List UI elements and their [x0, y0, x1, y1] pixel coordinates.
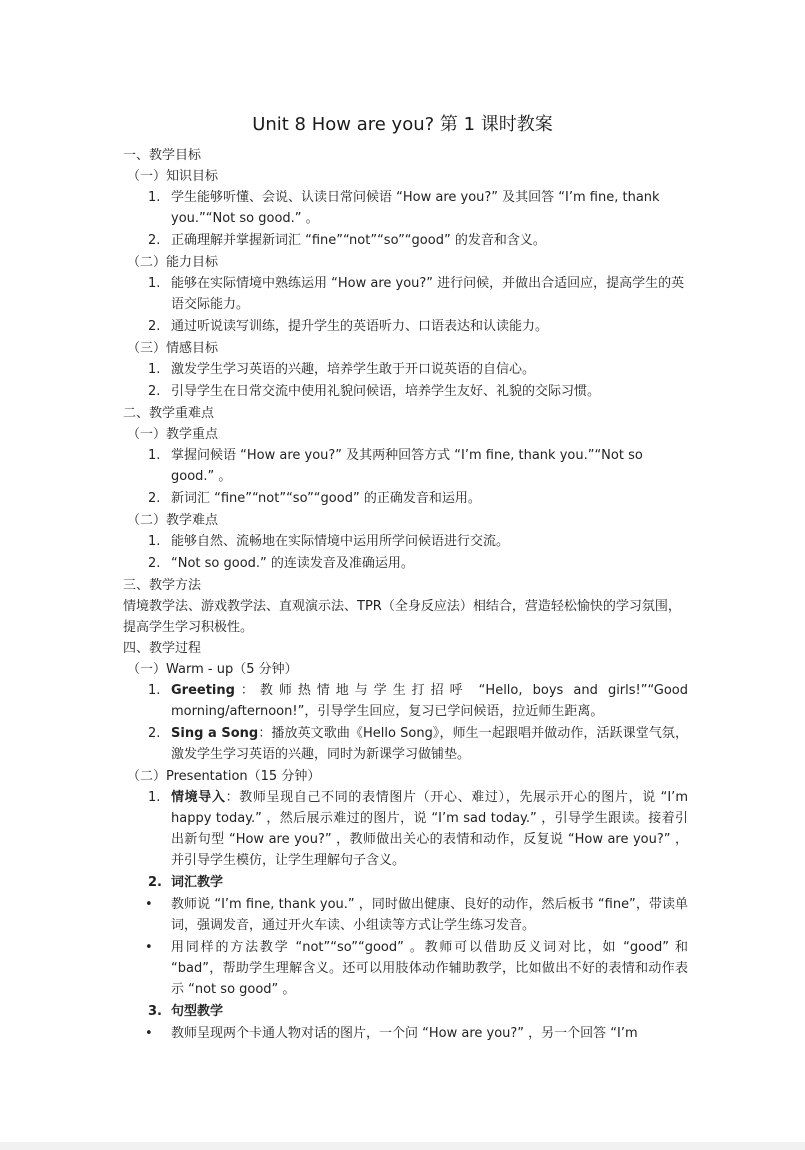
section-heading: 一、教学目标	[123, 148, 202, 163]
list-item-text: ：教师呈现自己不同的表情图片（开心、难过），先展示开心的图片，说 “I’m happy today.” ，然后展示难过的图片，说 “I’m sad today.” ，引导学生跟读。接着引出新句型 “How are you?” ，教师做出关心的表情和动作，反复说 “How are you?” ，并引导学生模仿，让学生理解句子含义。	[171, 790, 688, 868]
bullet-item	[123, 937, 688, 1000]
bullet-icon: •	[145, 940, 153, 955]
list-number: 2.	[148, 491, 161, 506]
list-item-text: 通过听说读写训练，提升学生的英语听力、口语表达和认读能力。	[171, 319, 549, 334]
list-number: 2.	[148, 233, 161, 248]
list-item	[123, 445, 688, 487]
list-item-text: 能够自然、流畅地在实际情境中运用所学问候语进行交流。	[171, 534, 510, 549]
bullet-item	[123, 894, 688, 936]
list-number: 2.	[148, 384, 161, 399]
list-item	[123, 316, 688, 337]
subsection-heading: （二）能力目标	[127, 255, 219, 270]
list-number: 1.	[148, 276, 161, 291]
list-number: 1.	[148, 790, 161, 805]
list-number: 2.	[148, 726, 161, 741]
list-item	[123, 680, 688, 722]
document-title: Unit 8 How are you? 第 1 课时教案	[252, 114, 553, 135]
section-heading: 四、教学过程	[123, 641, 202, 656]
subsection-heading: （一）知识目标	[127, 169, 219, 184]
list-item-label: 情境导入	[171, 790, 226, 805]
list-item-text: ：播放英文歌曲《Hello Song》，师生一起跟唱并做动作，活跃课堂气氛，激发学生学习英语的兴趣，同时为新课学习做铺垫。	[171, 726, 689, 762]
list-item	[123, 230, 688, 251]
list-number: 1.	[148, 448, 161, 463]
list-number: 3.	[148, 1004, 162, 1019]
list-item-label: 句型教学	[171, 1004, 224, 1019]
list-item	[123, 723, 688, 765]
list-item	[123, 359, 688, 380]
list-number: 1.	[148, 190, 161, 205]
list-number: 1.	[148, 534, 161, 549]
list-number: 2.	[148, 556, 161, 571]
list-item	[123, 381, 688, 402]
paragraph: 情境教学法、游戏教学法、直观演示法、TPR（全身反应法）相结合，营造轻松愉快的学习氛围，提高学生学习积极性。	[123, 599, 681, 635]
list-number: 1.	[148, 362, 161, 377]
list-item-label: 词汇教学	[171, 875, 224, 890]
list-item	[123, 1001, 688, 1022]
list-item	[123, 273, 688, 315]
list-item	[123, 787, 688, 871]
subsection-heading: （二）教学难点	[127, 513, 219, 528]
list-item-text: 掌握问候语 “How are you?” 及其两种回答方式 “I’m fine, thank you.”“Not so good.” 。	[171, 448, 643, 484]
bullet-text: 用同样的方法教学 “not”“so”“good” 。教师可以借助反义词对比，如 “good” 和 “bad”，帮助学生理解含义。还可以用肢体动作辅助教学，比如做出不好的表情和动作表示 “not so good” 。	[171, 940, 688, 997]
list-item-text: ：教师热情地与学生打招呼 “Hello, boys and girls!”“Good morning/afternoon!”，引导学生回应，复习已学问候语，拉近师生距离。	[171, 683, 688, 719]
section-heading: 二、教学重难点	[123, 406, 215, 421]
list-item	[123, 872, 688, 893]
list-item-label: Sing a Song	[171, 726, 259, 741]
list-item	[123, 531, 688, 552]
bullet-icon: •	[145, 1026, 153, 1041]
list-item-text: 激发学生学习英语的兴趣，培养学生敢于开口说英语的自信心。	[171, 362, 536, 377]
subsection-heading: （二）Presentation（15 分钟）	[127, 769, 321, 784]
list-item-label: Greeting	[171, 683, 235, 698]
list-number: 1.	[148, 683, 161, 698]
subsection-heading: （一）教学重点	[127, 427, 219, 442]
bullet-text: 教师说 “I’m fine, thank you.” ，同时做出健康、良好的动作，然后板书 “fine”，带读单词，强调发音，通过开火车读、小组读等方式让学生练习发音。	[171, 897, 688, 933]
bullet-text: 教师呈现两个卡通人物对话的图片，一个问 “How are you?” ，另一个回答 “I’m	[171, 1026, 638, 1041]
list-item-text: 引导学生在日常交流中使用礼貌问候语，培养学生友好、礼貌的交际习惯。	[171, 384, 601, 399]
list-item-text: 新词汇 “fine”“not”“so”“good” 的正确发音和运用。	[171, 491, 481, 506]
list-item-text: “Not so good.” 的连读发音及准确运用。	[171, 556, 414, 571]
list-item	[123, 553, 688, 574]
list-number: 2.	[148, 319, 161, 334]
list-item-text: 学生能够听懂、会说、认读日常问候语 “How are you?” 及其回答 “I’m fine, thank you.”“Not so good.” 。	[171, 190, 660, 226]
section-heading: 三、教学方法	[123, 578, 202, 593]
list-number: 2.	[148, 875, 162, 890]
subsection-heading: （一）Warm - up（5 分钟）	[127, 662, 298, 677]
document-body	[123, 145, 688, 1045]
list-item-text: 能够在实际情境中熟练运用 “How are you?” 进行问候，并做出合适回应，提高学生的英语交际能力。	[171, 276, 685, 312]
list-item	[123, 488, 688, 509]
list-item	[123, 187, 688, 229]
list-item-text: 正确理解并掌握新词汇 “fine”“not”“so”“good” 的发音和含义。	[171, 233, 546, 248]
subsection-heading: （三）情感目标	[127, 341, 219, 356]
bullet-icon: •	[145, 897, 153, 912]
bullet-item	[123, 1023, 688, 1044]
